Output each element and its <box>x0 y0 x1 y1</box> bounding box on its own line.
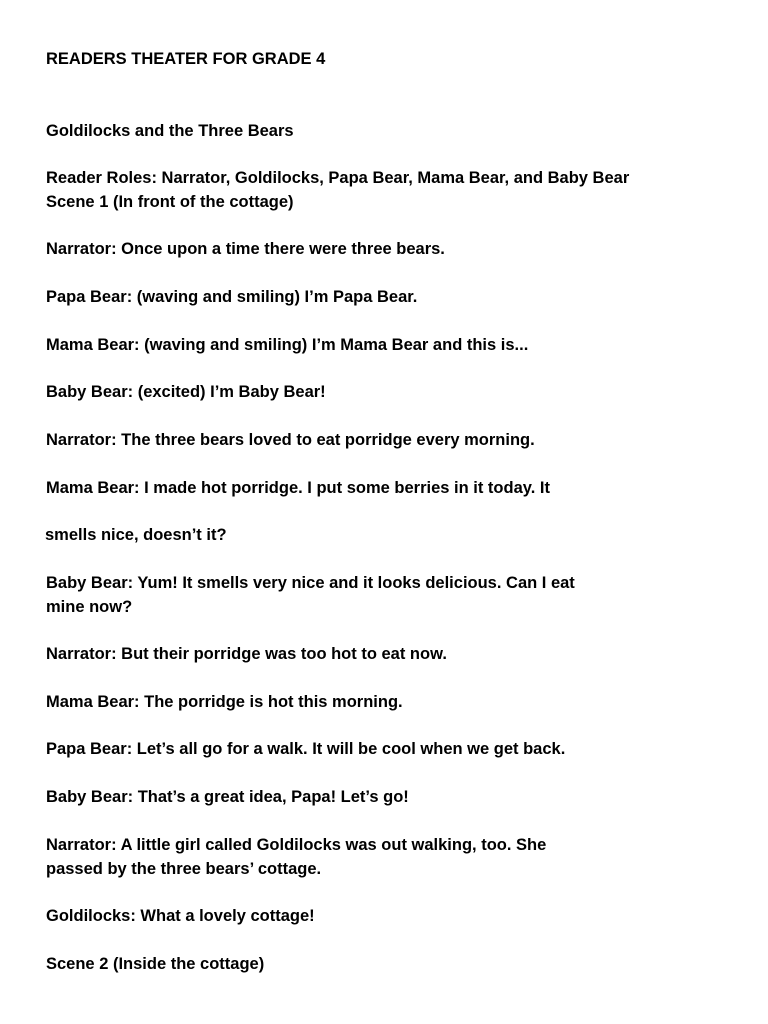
script-line: Mama Bear: The porridge is hot this morning. <box>46 693 403 711</box>
play-title: Goldilocks and the Three Bears <box>46 122 294 140</box>
script-line: Mama Bear: I made hot porridge. I put some berries in it today. It <box>46 479 550 497</box>
script-line: passed by the three bears’ cottage. <box>46 860 322 878</box>
scene-2-heading: Scene 2 (Inside the cottage) <box>46 955 265 973</box>
script-line: Papa Bear: Let’s all go for a walk. It will be cool when we get back. <box>46 740 566 758</box>
script-line: Narrator: The three bears loved to eat porridge every morning. <box>46 431 535 449</box>
script-line: Baby Bear: Yum! It smells very nice and it looks delicious. Can I eat <box>46 574 575 592</box>
script-line: smells nice, doesn’t it? <box>45 526 227 544</box>
script-line: Narrator: But their porridge was too hot to eat now. <box>46 645 447 663</box>
script-line: Papa Bear: (waving and smiling) I’m Papa Bear. <box>46 288 418 306</box>
script-line: Mama Bear: (waving and smiling) I’m Mama Bear and this is... <box>46 336 529 354</box>
script-line: Baby Bear: That’s a great idea, Papa! Let’s go! <box>46 788 409 806</box>
page-heading: READERS THEATER FOR GRADE 4 <box>46 50 326 68</box>
scene-1-heading: Scene 1 (In front of the cottage) <box>46 193 294 211</box>
script-line: Narrator: A little girl called Goldilocks was out walking, too. She <box>46 836 547 854</box>
script-line: mine now? <box>46 598 133 616</box>
script-line: Baby Bear: (excited) I’m Baby Bear! <box>46 383 326 401</box>
reader-roles: Reader Roles: Narrator, Goldilocks, Papa Bear, Mama Bear, and Baby Bear <box>46 169 630 187</box>
script-line: Narrator: Once upon a time there were three bears. <box>46 240 445 258</box>
script-line: Goldilocks: What a lovely cottage! <box>46 907 315 925</box>
